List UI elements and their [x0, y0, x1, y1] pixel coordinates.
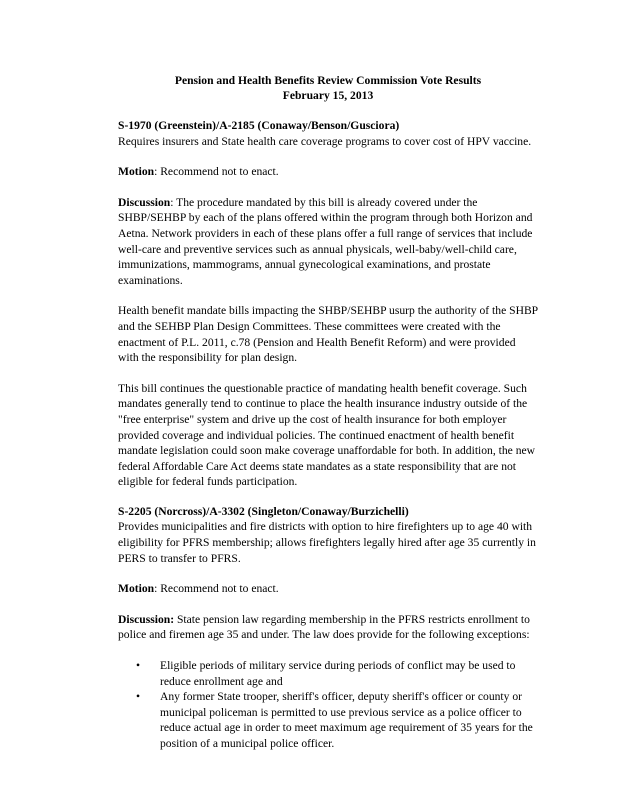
bill-description: Requires insurers and State health care coverage programs to cover cost of HPV vaccine.: [118, 134, 532, 148]
motion-label: Motion: [118, 165, 155, 179]
list-item-text: Any former State trooper, sheriff's officer, deputy sheriff's officer or county or municipal policeman is permitted to use previous service as a police officer to reduce actual age in order to meet maximum age requirement of 35 years for the position of a municipal police officer.: [160, 690, 533, 750]
document-header: [118, 73, 538, 103]
discussion-paragraph: [118, 195, 538, 289]
exceptions-list: [118, 658, 538, 752]
motion-paragraph: [118, 581, 538, 597]
bullet-icon: •: [136, 659, 141, 673]
discussion-text: State pension law regarding membership in the PFRS restricts enrollment to police and firemen age 35 and under. The law does provide for the following exceptions:: [118, 612, 530, 642]
bill-s2205-section: [118, 504, 538, 752]
discussion-label: Discussion:: [118, 612, 175, 626]
discussion-label: Discussion: [118, 195, 171, 209]
list-item: [136, 689, 538, 751]
motion-paragraph: [118, 164, 538, 180]
motion-text: : Recommend not to enact.: [154, 165, 279, 179]
bullet-icon: •: [136, 690, 141, 704]
discussion-paragraph: [118, 612, 538, 643]
motion-label: Motion: [118, 582, 155, 596]
list-item-text: Eligible periods of military service during periods of conflict may be used to reduce enrollment age and: [160, 659, 516, 688]
bill-title: S-2205 (Norcross)/A-3302 (Singleton/Conaway/Burzichelli): [118, 504, 409, 518]
bill-description: Provides municipalities and fire districts with option to hire firefighters up to age 40 with eligibility for PFRS membership; allows firefighters legally hired after age 35 currently in PERS to transfer to PFRS.: [118, 520, 536, 565]
mandate-authority-paragraph: Health benefit mandate bills impacting the SHBP/SEHBP usurp the authority of the SHBP and the SEHBP Plan Design Committees. These committees were created with the enactment of P.L. 2011, c.78 (Pension and Health Benefit Reform) and were provided with the responsibility for plan design.: [118, 304, 538, 365]
mandate-practice-paragraph: This bill continues the questionable practice of mandating health benefit coverage. Such mandates generally tend to continue to place the health insurance industry outside of the "free enterprise" system and drive up the cost of health insurance for both employer provided coverage and individual policies. The continued enactment of health benefit mandate legislation could soon make coverage unaffordable for both. In addition, the new federal Affordable Care Act deems state mandates as a state responsibility that are not eligible for federal funds participation.: [118, 381, 536, 489]
document-title: Pension and Health Benefits Review Commission Vote Results: [174, 74, 482, 87]
discussion-text: : The procedure mandated by this bill is already covered under the SHBP/SEHBP by each of the plans offered within the program through both Horizon and Aetna. Network providers in each of these plans offer a full range of services that include well-care and preventive services such as annual physicals, well-baby/well-child care, immunizations, mammograms, annual gynecological examinations, and prostate examinations.: [118, 195, 533, 287]
document-date: February 15, 2013: [282, 89, 374, 102]
bill-s1970-section: [118, 118, 538, 490]
list-item: [136, 658, 538, 689]
motion-text: : Recommend not to enact.: [154, 582, 279, 596]
bill-title: S-1970 (Greenstein)/A-2185 (Conaway/Benson/Gusciora): [118, 119, 400, 132]
